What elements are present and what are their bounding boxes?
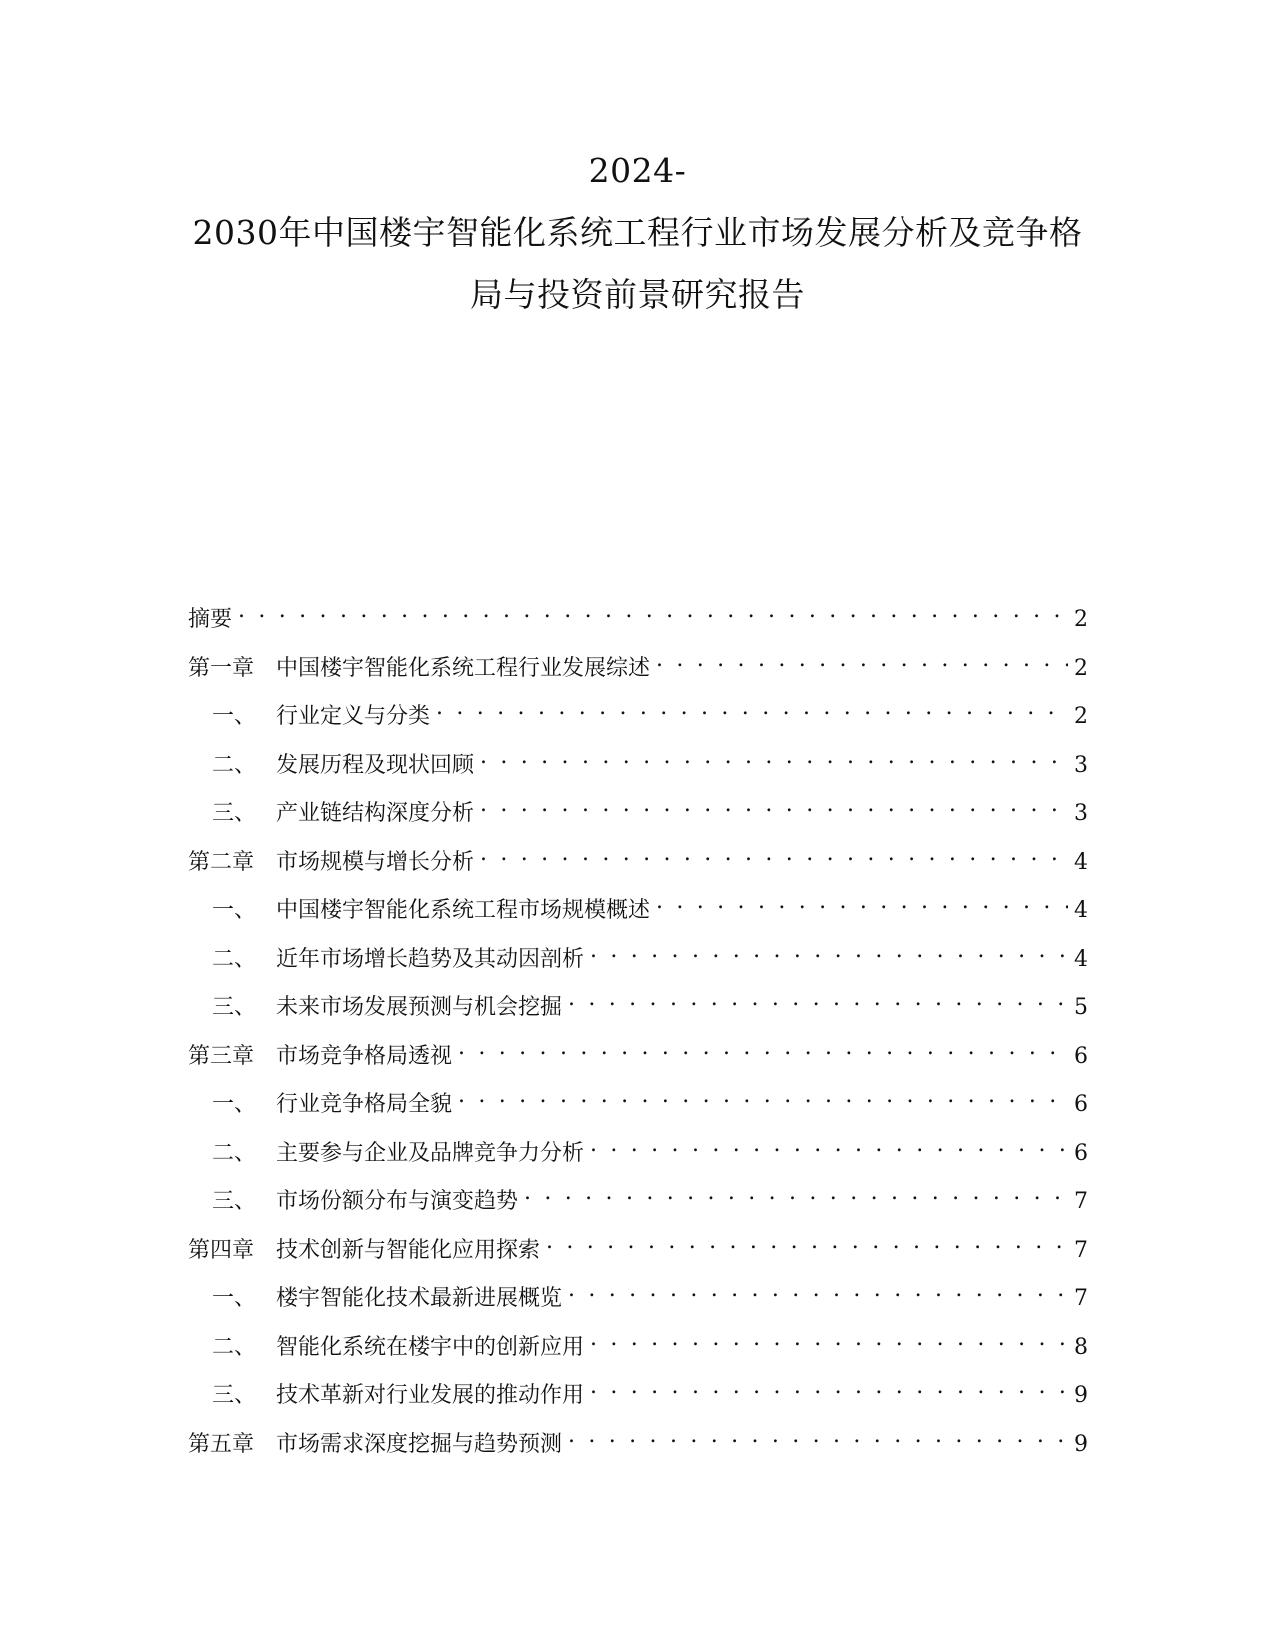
toc-entry[interactable]	[188, 790, 1088, 839]
toc-entry-title: 行业定义与分类	[276, 704, 431, 729]
toc-entry-number: 第五章	[188, 1431, 255, 1457]
table-of-contents	[188, 596, 1088, 1469]
toc-page-number: 5	[1074, 995, 1088, 1020]
toc-entry-title: 市场份额分布与演变趋势	[276, 1189, 519, 1214]
toc-entry-number: 一、	[212, 704, 257, 729]
toc-entry-title: 市场竞争格局透视	[276, 1043, 453, 1069]
toc-entry-title: 行业竞争格局全貌	[276, 1092, 453, 1117]
toc-dot-leader	[568, 1275, 1068, 1305]
toc-page-number: 4	[1074, 898, 1088, 923]
toc-page-number: 6	[1074, 1043, 1088, 1069]
toc-entry-title: 中国楼宇智能化系统工程市场规模概述	[276, 898, 651, 923]
toc-entry-title: 未来市场发展预测与机会挖掘	[276, 995, 563, 1020]
toc-entry-title: 产业链结构深度分析	[276, 801, 475, 826]
title-line-1: 2024-	[588, 151, 687, 190]
document-title	[0, 140, 1275, 326]
toc-page-number: 2	[1074, 607, 1088, 632]
toc-entry[interactable]	[188, 1178, 1088, 1227]
toc-entry-title: 近年市场增长趋势及其动因剖析	[276, 946, 585, 972]
toc-entry[interactable]	[188, 887, 1088, 936]
toc-dot-leader	[568, 1421, 1068, 1451]
toc-entry-number: 一、	[212, 898, 257, 923]
toc-page-number: 2	[1074, 655, 1088, 681]
toc-entry-title: 技术革新对行业发展的推动作用	[276, 1383, 585, 1408]
toc-dot-leader	[546, 1227, 1068, 1257]
toc-dot-leader	[458, 1081, 1068, 1111]
toc-page-number: 6	[1074, 1092, 1088, 1117]
toc-entry-number: 二、	[212, 752, 257, 778]
toc-entry-title: 市场规模与增长分析	[276, 849, 475, 875]
toc-dot-leader	[480, 742, 1068, 772]
toc-page-number: 7	[1074, 1189, 1088, 1214]
toc-entry[interactable]	[188, 1324, 1088, 1373]
toc-entry-title: 摘要	[188, 607, 233, 632]
toc-dot-leader	[480, 839, 1068, 869]
toc-entry[interactable]	[188, 1081, 1088, 1130]
toc-entry-number: 二、	[212, 946, 257, 972]
title-line-2: 2030年中国楼宇智能化系统工程行业市场发展分析及竞争格	[192, 213, 1083, 252]
toc-entry[interactable]	[188, 1033, 1088, 1082]
toc-dot-leader	[568, 984, 1068, 1014]
toc-entry[interactable]	[188, 936, 1088, 985]
toc-dot-leader	[458, 1033, 1068, 1063]
toc-entry-title: 发展历程及现状回顾	[276, 752, 475, 778]
toc-entry-number: 三、	[212, 801, 257, 826]
title-line-3: 局与投资前景研究报告	[470, 275, 805, 314]
toc-page-number: 3	[1074, 752, 1088, 778]
toc-entry[interactable]	[188, 645, 1088, 694]
toc-entry[interactable]	[188, 1227, 1088, 1276]
toc-page-number: 9	[1074, 1383, 1088, 1408]
toc-entry-title: 技术创新与智能化应用探索	[276, 1237, 541, 1263]
toc-entry-number: 第三章	[188, 1043, 255, 1069]
toc-entry[interactable]	[188, 984, 1088, 1033]
toc-entry-number: 三、	[212, 995, 257, 1020]
toc-page-number: 2	[1074, 704, 1088, 729]
toc-entry-number: 三、	[212, 1383, 257, 1408]
toc-entry-number: 第四章	[188, 1237, 255, 1263]
toc-entry[interactable]	[188, 596, 1088, 645]
toc-page-number: 3	[1074, 801, 1088, 826]
toc-entry-number: 第二章	[188, 849, 255, 875]
toc-entry[interactable]	[188, 742, 1088, 791]
toc-page-number: 4	[1074, 946, 1088, 972]
toc-dot-leader	[656, 887, 1068, 917]
toc-entry[interactable]	[188, 693, 1088, 742]
toc-dot-leader	[436, 693, 1068, 723]
toc-entry[interactable]	[188, 1130, 1088, 1179]
toc-entry-title: 中国楼宇智能化系统工程行业发展综述	[276, 655, 651, 681]
toc-page-number: 7	[1074, 1286, 1088, 1311]
toc-page-number: 4	[1074, 849, 1088, 875]
toc-dot-leader	[590, 1130, 1068, 1160]
toc-entry-number: 一、	[212, 1286, 257, 1311]
toc-entry-title: 楼宇智能化技术最新进展概览	[276, 1286, 563, 1311]
toc-entry-number: 二、	[212, 1334, 257, 1360]
toc-page-number: 6	[1074, 1140, 1088, 1166]
toc-entry[interactable]	[188, 839, 1088, 888]
toc-entry[interactable]	[188, 1372, 1088, 1421]
toc-page-number: 8	[1074, 1334, 1088, 1360]
toc-dot-leader	[590, 1372, 1068, 1402]
toc-dot-leader	[238, 596, 1068, 626]
toc-entry-number: 一、	[212, 1092, 257, 1117]
toc-dot-leader	[590, 1324, 1068, 1354]
toc-entry-number: 三、	[212, 1189, 257, 1214]
toc-page-number: 9	[1074, 1431, 1088, 1457]
toc-entry-number: 第一章	[188, 655, 255, 681]
toc-dot-leader	[590, 936, 1068, 966]
toc-entry[interactable]	[188, 1275, 1088, 1324]
toc-entry-title: 市场需求深度挖掘与趋势预测	[276, 1431, 563, 1457]
toc-dot-leader	[656, 645, 1068, 675]
toc-entry[interactable]	[188, 1421, 1088, 1470]
toc-entry-title: 智能化系统在楼宇中的创新应用	[276, 1334, 585, 1360]
toc-dot-leader	[524, 1178, 1068, 1208]
toc-dot-leader	[480, 790, 1068, 820]
toc-entry-number: 二、	[212, 1140, 257, 1166]
toc-page-number: 7	[1074, 1237, 1088, 1263]
toc-entry-title: 主要参与企业及品牌竞争力分析	[276, 1140, 585, 1166]
